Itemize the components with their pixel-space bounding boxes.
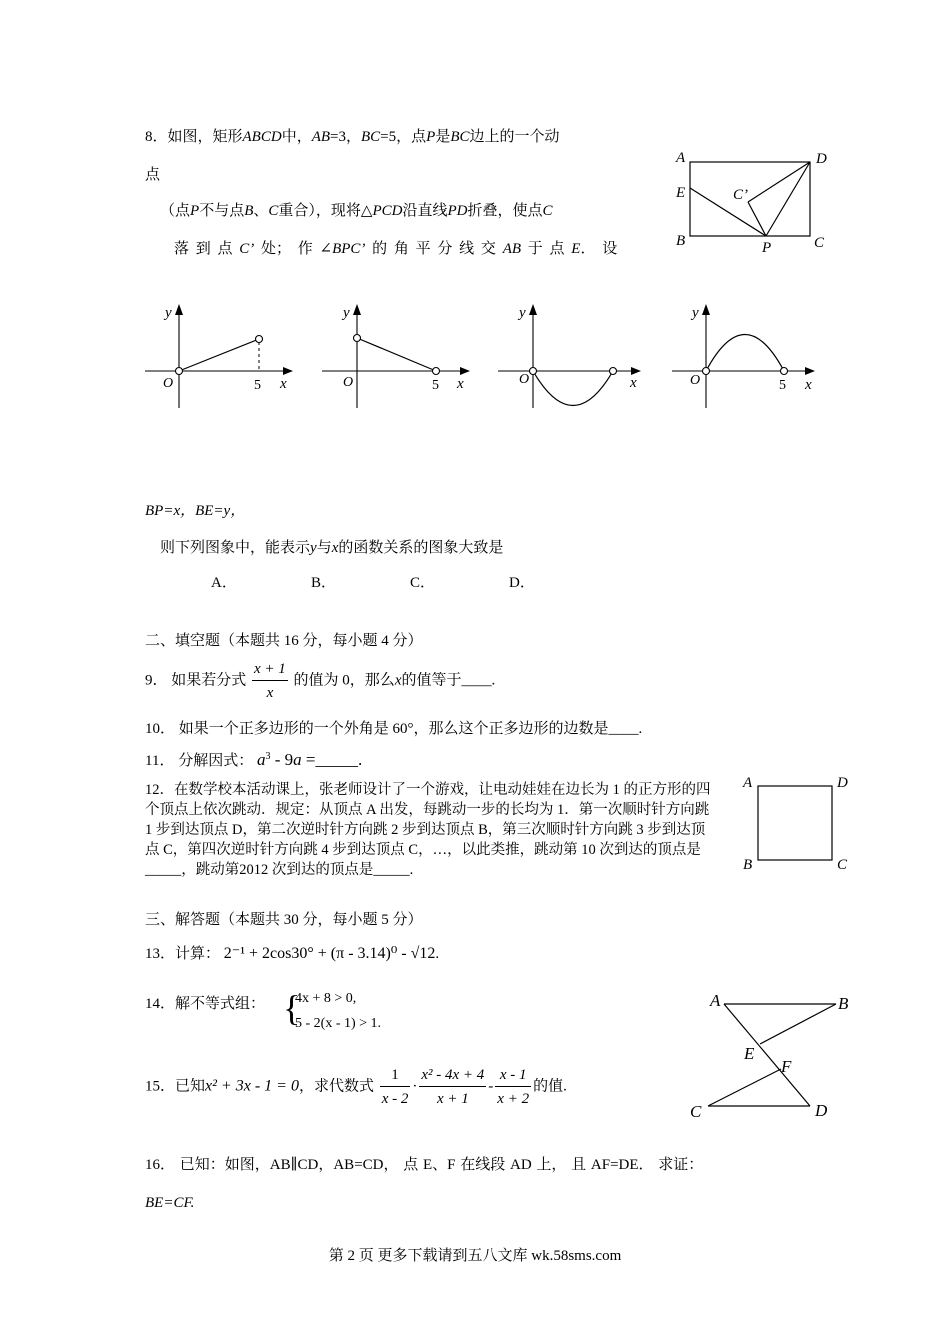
option-c[interactable]: C．: [410, 575, 436, 591]
q15-denominator: x - 2: [381, 1091, 409, 1107]
q16-line2: BE=CF.: [145, 1195, 195, 1211]
q11-text: 11． 分解因式：: [145, 753, 254, 769]
q15-fraction-3: [495, 1066, 531, 1108]
section2-title: 二、填空题（本题共 16 分，每小题 4 分）: [145, 633, 423, 649]
graph-line: [357, 338, 436, 371]
q15-denominator: x + 2: [497, 1091, 530, 1107]
q8-e: E: [571, 241, 581, 257]
q16-figure: [688, 988, 858, 1123]
q8-text: 重合），现将△: [278, 203, 373, 219]
label-c: C: [837, 857, 848, 873]
q8-bp: BP=x: [145, 503, 181, 519]
segment-cf: [708, 1069, 781, 1106]
q11-text: =_____.: [301, 750, 363, 769]
option-a[interactable]: A．: [211, 575, 237, 591]
axis-y-label: y: [692, 305, 699, 321]
label-b: B: [676, 233, 686, 249]
axis-y-label: y: [165, 305, 172, 321]
q14-text: 14．解不等式组：: [145, 996, 266, 1012]
q9-text: 的值等于____.: [401, 672, 496, 689]
axis-x-label: x: [630, 375, 637, 391]
q8-p: P: [426, 129, 436, 145]
q8-c: C: [268, 203, 279, 219]
q8-bpc: BPC’: [332, 241, 366, 257]
q8-ab: AB: [311, 129, 331, 145]
section3-title: 三、解答题（本题共 30 分，每小题 5 分）: [145, 912, 423, 928]
q8-text: 折叠，使点: [467, 203, 543, 219]
q14: [145, 995, 265, 1013]
label-e: E: [676, 185, 686, 201]
q8-text: （点: [160, 203, 191, 219]
q15-denominator: x + 1: [436, 1091, 469, 1107]
label-d: D: [815, 1101, 828, 1120]
segment-pd: [766, 162, 810, 236]
q8-c: C: [542, 203, 553, 219]
q8-text: 则下列图象中，能表示: [160, 540, 311, 556]
q8-text: 沿直线: [402, 203, 448, 219]
origin-label: O: [690, 373, 701, 388]
segment-c1d: [748, 162, 810, 202]
q8-text: 边上的一个动: [469, 129, 560, 145]
tick-five: 5: [432, 378, 439, 393]
q12: 12．在数学校本活动课上，张老师设计了一个游戏，让电动娃娃在边长为 1 的正方形的四个顶点上依次跳动．规定：从顶点 A 出发，每跳动一步的长均为 1．第一次顺时针方向跳 1 步到达顶点 D，第二次逆时针方向跳 2 步到达顶点 B，第三次顺时针方向跳 3 步到达顶点 C，第四次逆时针方向跳 4 步到达顶点 C，…，以此类推，跳动第 10 次到达的顶点是_____，跳动第2012 次到达的顶点是_____.: [145, 782, 711, 878]
q8-text: 与: [316, 540, 332, 556]
q8-x: x: [331, 540, 339, 556]
graph-a: [145, 300, 305, 410]
label-f: F: [781, 1057, 792, 1076]
q8-text: 是: [435, 129, 451, 145]
q15-text: 的值.: [533, 1078, 567, 1095]
q12-square-figure: [740, 770, 855, 875]
q8-text: 不与点: [199, 203, 245, 219]
label-c: C: [814, 235, 825, 251]
q8-text: 中，: [281, 129, 312, 145]
origin-label: O: [343, 375, 354, 390]
axis-x-label: x: [457, 376, 464, 392]
q8-text: ． 设: [580, 241, 618, 257]
option-b[interactable]: B．: [311, 575, 337, 591]
q11: [145, 750, 362, 770]
q15-fraction-1: [380, 1066, 411, 1108]
q11-exp: 3: [265, 751, 271, 762]
q9-text: 的值为 0，那么: [293, 672, 395, 689]
graph-curve: [706, 335, 784, 372]
label-a: A: [676, 150, 686, 166]
q8-pd: PD: [447, 203, 468, 219]
q14-system-brace: {: [283, 988, 301, 1028]
q11-text: - 9: [270, 750, 294, 769]
q13-text: 13．计算：: [145, 946, 221, 962]
page-footer: 第 2 页 更多下载请到五八文库 wk.58sms.com: [328, 1248, 622, 1264]
q8-b: B: [244, 203, 254, 219]
q15: 15．已知x² + 3x - 1 = 0，求代数式 $\frac{1}{x - 2}$ · $\frac{\text{x² - 4x + 4}}{x + 1}$ - $\frac{x - 1}{x + 2}$ 的值.: [145, 1067, 567, 1107]
graph-d: [672, 300, 832, 410]
label-p: P: [762, 240, 772, 256]
graph-b: [322, 300, 482, 410]
q8-line2: 点: [145, 167, 161, 183]
q13: [145, 944, 439, 963]
q8-line6: [160, 539, 503, 557]
axis-y-label: y: [343, 305, 350, 321]
q14-line1: 4x + 8 > 0,: [295, 991, 357, 1006]
q11-a: a: [256, 750, 266, 769]
label-a: A: [710, 991, 721, 1010]
square-abcd: [758, 786, 832, 860]
q8-be: ，BE=y，: [180, 503, 246, 519]
q13-expression: 2⁻¹ + 2cos30° + (π - 3.14)⁰ - √12: [223, 945, 436, 962]
origin-label: O: [163, 376, 174, 391]
q8-y: y: [310, 540, 317, 556]
q15-fraction-2: [419, 1066, 486, 1108]
q8-ab: AB: [502, 241, 522, 257]
q9-fraction: [252, 660, 288, 702]
q15-equation: x² + 3x - 1 = 0: [205, 1077, 299, 1095]
q9-denominator: x: [266, 685, 274, 701]
label-a: A: [743, 775, 753, 791]
segment-be: [760, 1004, 836, 1044]
origin-label: O: [519, 372, 530, 387]
axis-x-label: x: [805, 377, 812, 393]
q8-line3: [160, 202, 553, 220]
q8-text: =5，点: [380, 129, 427, 145]
q14-line2: 5 - 2(x - 1) > 1.: [295, 1016, 382, 1031]
q15-text: ，求代数式: [298, 1078, 374, 1095]
label-e: E: [744, 1044, 755, 1063]
label-d: D: [837, 775, 848, 791]
label-c-prime: C’: [733, 187, 748, 203]
q8-rectangle-figure: [670, 145, 840, 260]
q15-numerator: x - 1: [495, 1066, 531, 1087]
q8-text: 落 到 点: [174, 241, 233, 257]
axis-y-label: y: [519, 305, 526, 321]
label-b: B: [743, 857, 753, 873]
segment-ep: [690, 188, 766, 236]
q9-x: x: [394, 672, 402, 689]
q8-text: 于 点: [527, 241, 565, 257]
q9-text: 9． 如果若分式: [145, 672, 247, 689]
q8-text: 的 角 平 分 线 交: [372, 241, 496, 257]
q15-numerator: 1: [380, 1066, 411, 1087]
tick-five: 5: [254, 378, 261, 393]
q11-a: a: [293, 750, 302, 769]
graph-curve: [533, 371, 613, 406]
option-d[interactable]: D．: [509, 575, 535, 591]
tick-five: 5: [779, 378, 786, 393]
q10: 10． 如果一个正多边形的一个外角是 60°，那么这个正多边形的边数是____.: [145, 721, 643, 737]
q8-bc: BC: [450, 129, 470, 145]
graph-line: [179, 339, 259, 371]
label-d: D: [816, 151, 827, 167]
label-c: C: [690, 1102, 702, 1121]
q15-minus: -: [488, 1078, 494, 1095]
q9-numerator: x + 1: [252, 660, 288, 681]
q8-text: 的函数关系的图象大致是: [338, 540, 504, 556]
q8-line4: [174, 240, 617, 258]
q8-line1: [145, 128, 560, 146]
label-b: B: [838, 994, 849, 1013]
q8-bp-be: [145, 502, 245, 520]
graph-c: [498, 300, 658, 410]
axis-x-label: x: [280, 376, 287, 392]
q15-numerator: x² - 4x + 4: [419, 1066, 486, 1087]
q13-text: .: [435, 946, 440, 962]
q8-pcd: PCD: [372, 203, 403, 219]
q8-text: 8．如图，矩形: [145, 129, 243, 145]
q8-text: =3，: [330, 129, 361, 145]
q8-abcd: ABCD: [242, 129, 282, 145]
q8-text: 处； 作 ∠: [261, 241, 333, 257]
q8-p: P: [190, 203, 200, 219]
q16-line1: 16． 已知：如图，AB∥CD，AB=CD， 点 E、F 在线段 AD 上， 且 AF=DE． 求证：: [145, 1157, 704, 1173]
q8-bc: BC: [361, 129, 381, 145]
q8-text: 、: [253, 203, 269, 219]
q8-c-prime: C’: [239, 241, 255, 257]
q15-text: 15．已知: [145, 1078, 206, 1095]
q9: [145, 660, 495, 702]
